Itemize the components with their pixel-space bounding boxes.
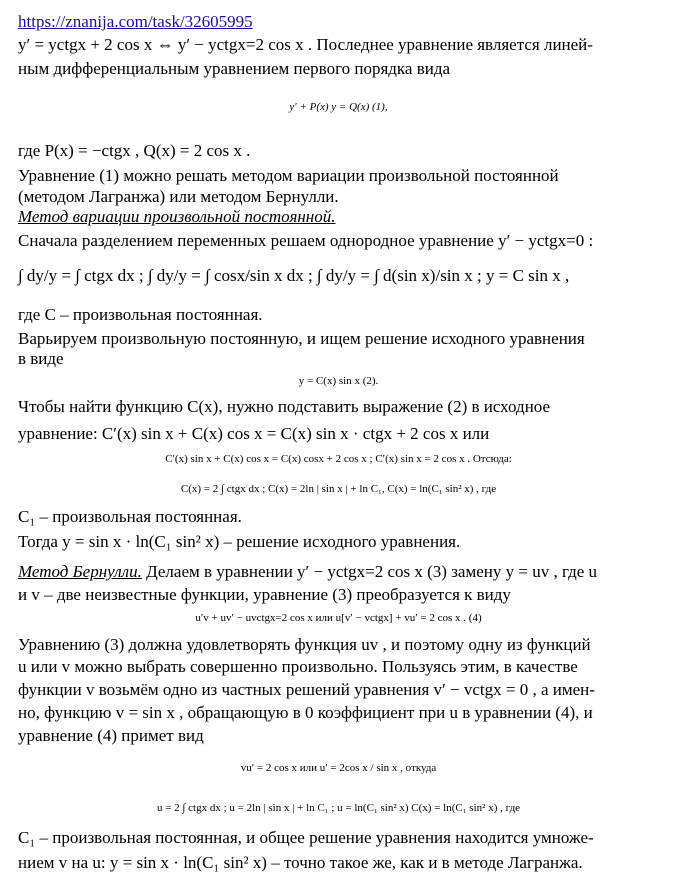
text-line: уравнение: C′(x) sin x + C(x) cos x = C(x) sin x · ctgx + 2 cos x или xyxy=(18,424,490,443)
equation-line: vu′ = 2 cos x или u′ = 2cos x / sin x , откуда xyxy=(240,762,437,774)
source-link[interactable]: https://znanija.com/task/32605995 xyxy=(18,12,253,31)
text-line: уравнение (4) примет вид xyxy=(18,726,204,745)
text-line: C₁ – произвольная постоянная. xyxy=(18,507,242,526)
text-line: и v – две неизвестные функции, уравнение (3) преобразуется к виду xyxy=(18,585,511,604)
text-line: в виде xyxy=(18,349,64,368)
text-line: (методом Лагранжа) или методом Бернулли. xyxy=(18,187,339,206)
text-line: Чтобы найти функцию C(x), нужно подставить выражение (2) в исходное xyxy=(18,397,551,416)
equation-line: C(x) = 2 ∫ ctgx dx ; C(x) = 2ln | sin x | + ln C₁, C(x) = ln(C₁ sin² x) , где xyxy=(180,483,497,495)
text-line: Уравнение (1) можно решать методом вариации произвольной постоянной xyxy=(18,166,559,185)
equation-line: ∫ dy/y = ∫ ctgx dx ; ∫ dy/y = ∫ cosx/sin x dx ; ∫ dy/y = ∫ d(sin x)/sin x ; y = C sin x , xyxy=(18,266,570,285)
text-line: y′ = yctgx + 2 cos x ⇔ y′ − yctgx=2 cos x . Последнее уравнение является линей- xyxy=(18,35,593,54)
bernoulli-line xyxy=(18,562,597,582)
equation-line: u = 2 ∫ ctgx dx ; u = 2ln | sin x | + ln C₁ ; u = ln(C₁ sin² x) C(x) = ln(C₁ sin² x) , где xyxy=(156,802,521,814)
text-line: нием v на u: y = sin x · ln(C₁ sin² x) – точно такое же, как и в методе Лагранжа. xyxy=(18,853,583,872)
text-line: ным дифференциальным уравнением первого порядка вида xyxy=(18,59,451,78)
equation-1: y′ + P(x) y = Q(x) (1), xyxy=(289,101,388,113)
text-span: Делаем в уравнении y′ − yctgx=2 cos x (3) замену y = uv , где u xyxy=(146,562,598,581)
text-line: Тогда y = sin x · ln(C₁ sin² x) – решение исходного уравнения. xyxy=(18,532,461,551)
equation-4: u′v + uv′ − uvctgx=2 cos x или u[v′ − vctgx] + vu′ = 2 cos x . (4) xyxy=(195,612,482,624)
text-line: Уравнению (3) должна удовлетворять функция uv , и поэтому одну из функций xyxy=(18,635,591,654)
text-line: Сначала разделением переменных решаем однородное уравнение y′ − yctgx=0 : xyxy=(18,231,594,250)
equation-line: C′(x) sin x + C(x) cos x = C(x) cosx + 2 cos x ; C′(x) sin x = 2 cos x . Отсюда: xyxy=(165,453,512,465)
text-line: функции v возьмём одно из частных решений уравнения v′ − vctgx = 0 , а имен- xyxy=(18,680,595,699)
equation-2: y = C(x) sin x (2). xyxy=(298,375,379,387)
text-line: где P(x) = −ctgx , Q(x) = 2 cos x . xyxy=(18,141,251,160)
text-line: C₁ – произвольная постоянная, и общее решение уравнения находится умноже- xyxy=(18,828,594,847)
section-heading: Метод Бернулли. xyxy=(18,562,142,581)
text-line: Варьируем произвольную постоянную, и ищем решение исходного уравнения xyxy=(18,329,585,348)
section-heading: Метод вариации произвольной постоянной. xyxy=(18,207,336,226)
text-line: где C – произвольная постоянная. xyxy=(18,305,263,324)
text-line: u или v можно выбрать совершенно произвольно. Пользуясь этим, в качестве xyxy=(18,657,578,676)
text-line: но, функцию v = sin x , обращающую в 0 коэффициент при u в уравнении (4), и xyxy=(18,703,593,722)
